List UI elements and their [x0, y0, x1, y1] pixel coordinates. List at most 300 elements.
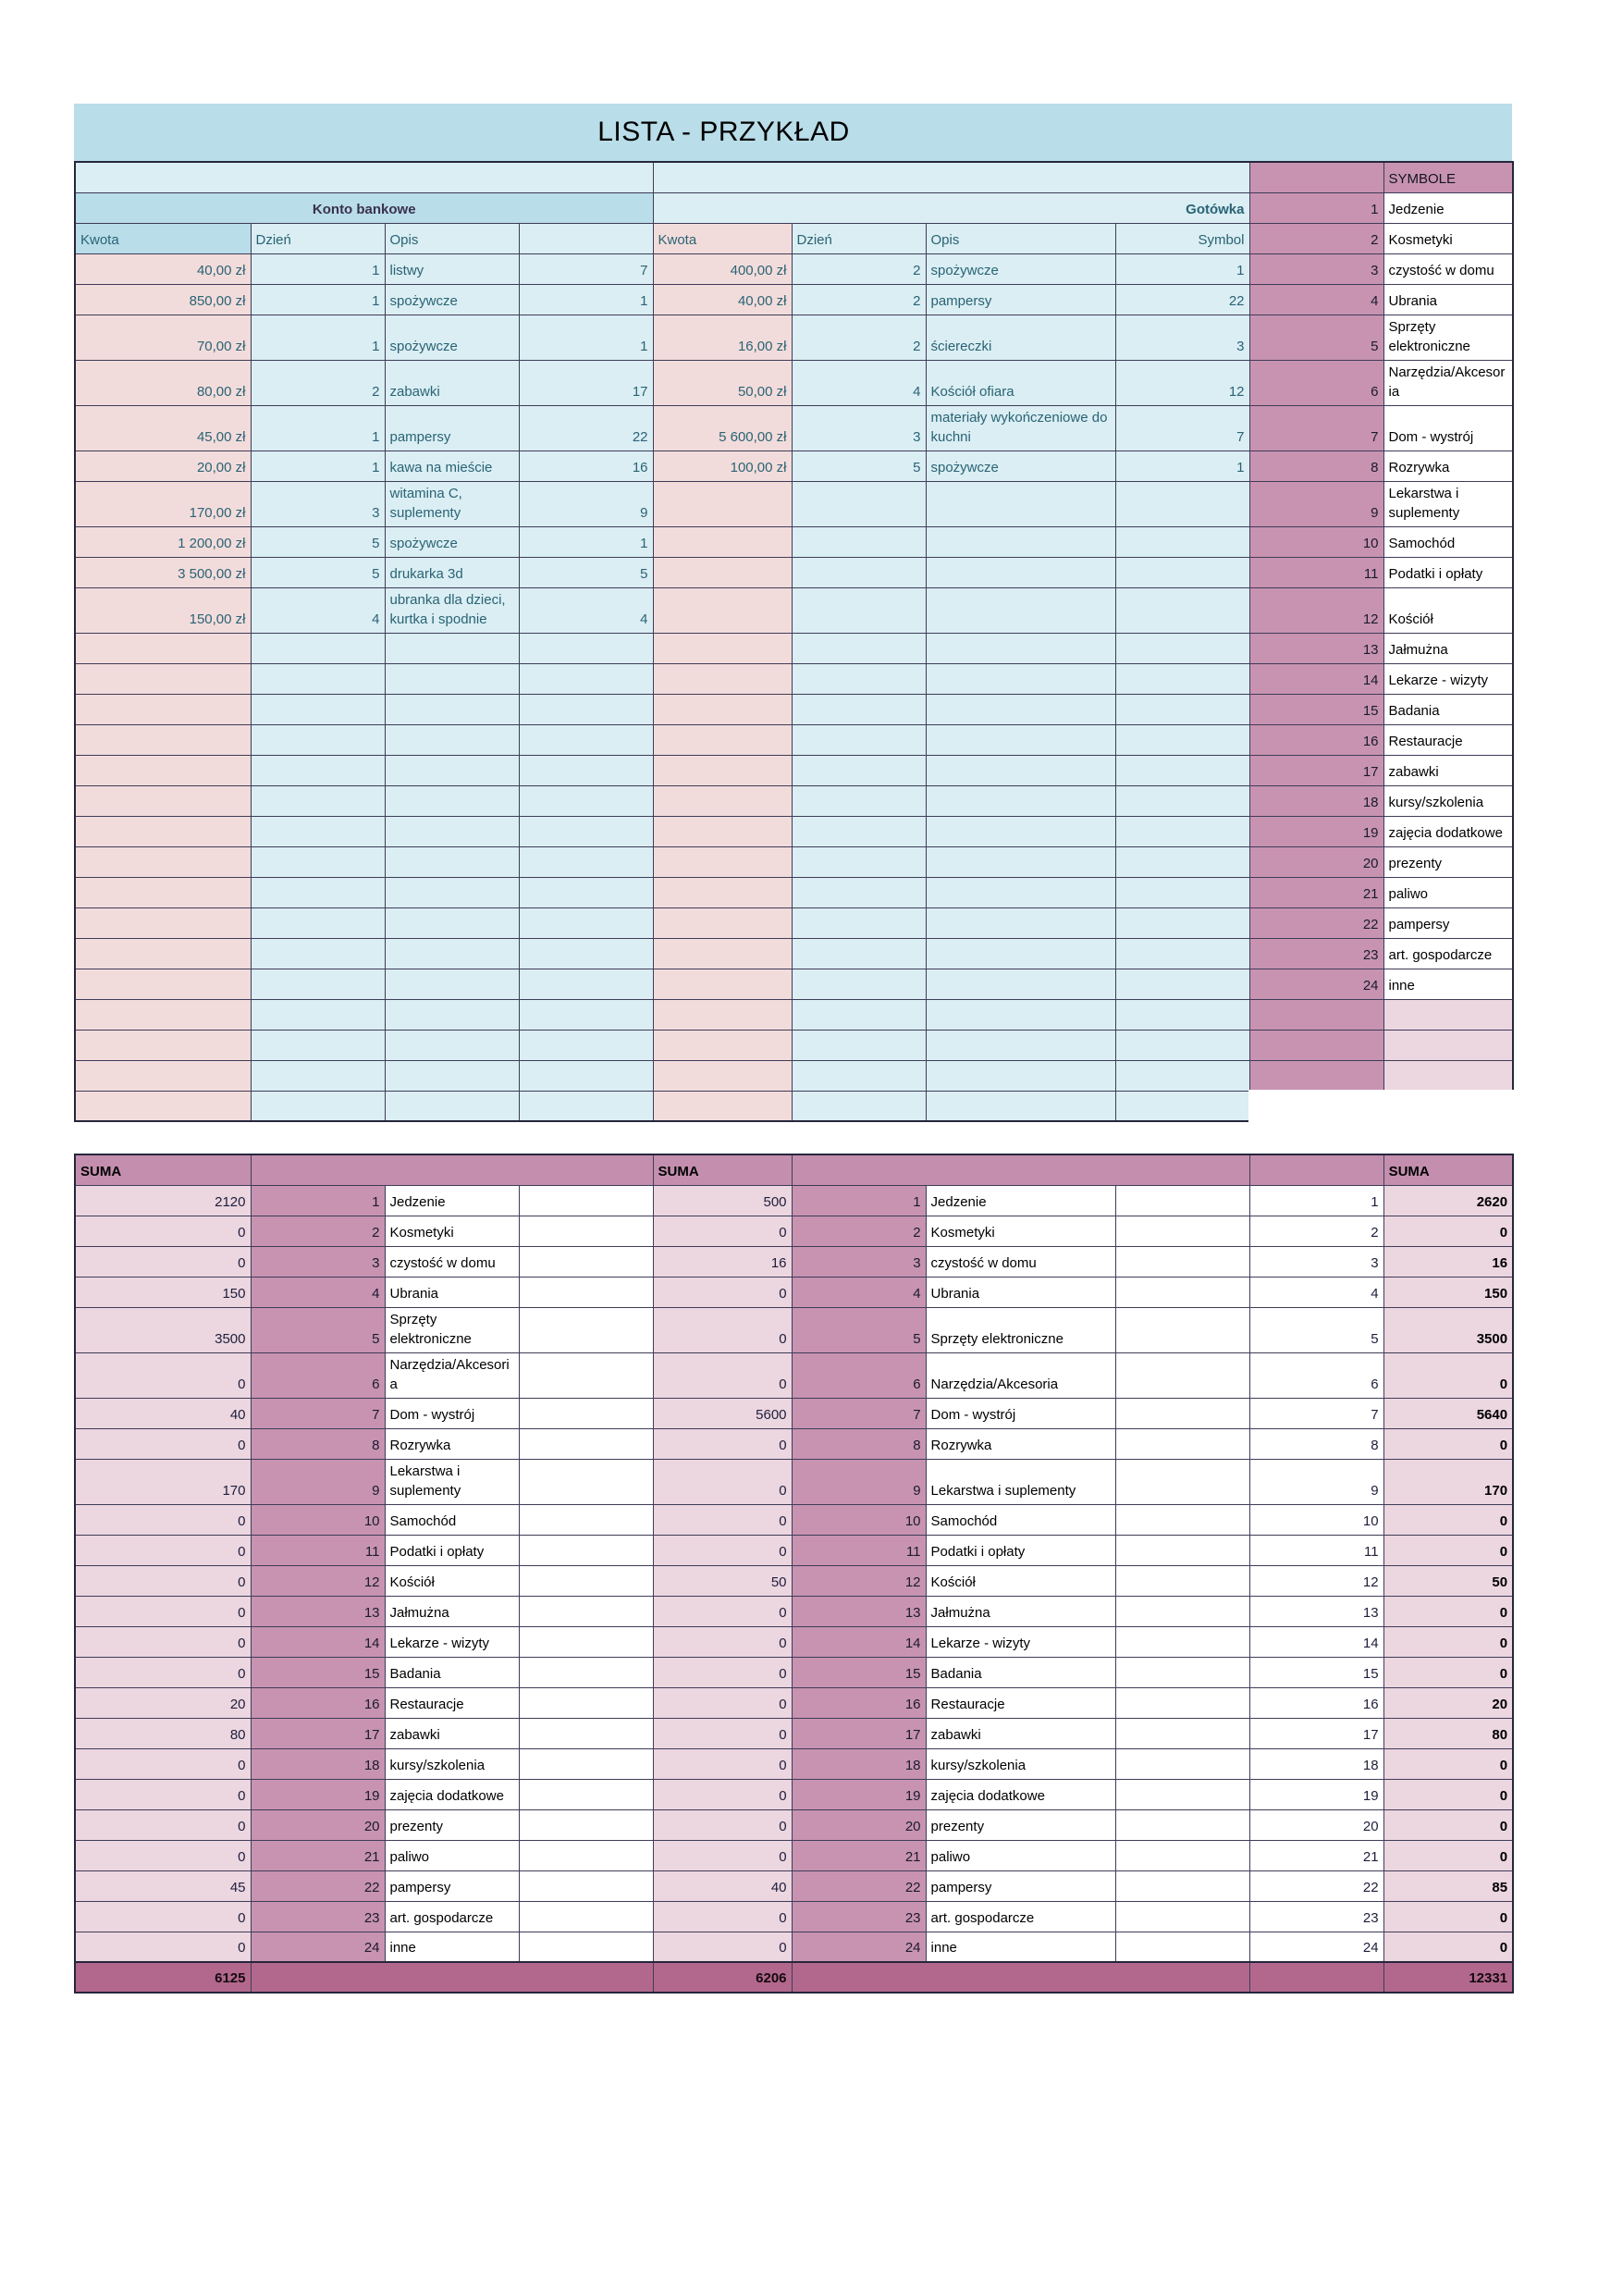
cell[interactable]: 5 — [251, 1307, 385, 1352]
cell[interactable] — [519, 877, 653, 907]
cell[interactable] — [653, 785, 792, 816]
cell[interactable]: 70,00 zł — [75, 315, 251, 360]
cell[interactable]: 2 — [792, 315, 926, 360]
cell[interactable]: 16 — [519, 451, 653, 481]
cell[interactable] — [653, 846, 792, 877]
cell[interactable] — [75, 999, 251, 1030]
cell[interactable]: 40,00 zł — [75, 253, 251, 284]
cell[interactable] — [519, 1748, 653, 1779]
cell[interactable] — [1115, 1748, 1249, 1779]
cell[interactable] — [1115, 1779, 1249, 1809]
cell[interactable]: 7 — [1249, 1398, 1383, 1428]
cell[interactable]: 50,00 zł — [653, 360, 792, 405]
cell[interactable]: ubranka dla dzieci, kurtka i spodnie — [385, 587, 519, 633]
cell[interactable]: Narzędzia/Akcesoria — [385, 1352, 519, 1398]
cell[interactable] — [1115, 557, 1249, 587]
cell[interactable]: 50 — [653, 1565, 792, 1596]
cell[interactable]: 5 — [792, 1307, 926, 1352]
cell[interactable] — [251, 724, 385, 755]
cell[interactable]: 3500 — [75, 1307, 251, 1352]
cell[interactable]: zabawki — [385, 1718, 519, 1748]
cell[interactable]: 17 — [251, 1718, 385, 1748]
cell[interactable] — [251, 633, 385, 663]
cell[interactable] — [926, 481, 1115, 526]
cell[interactable]: 0 — [75, 1596, 251, 1626]
total-cell[interactable] — [792, 1962, 1249, 1993]
cell[interactable] — [792, 755, 926, 785]
cell[interactable] — [1115, 1428, 1249, 1459]
cell[interactable]: 8 — [792, 1428, 926, 1459]
cell[interactable] — [385, 755, 519, 785]
cell[interactable]: 2 — [251, 360, 385, 405]
cell[interactable] — [653, 481, 792, 526]
cell[interactable]: 0 — [75, 1657, 251, 1687]
suma-header-cell[interactable] — [251, 1154, 653, 1185]
cell[interactable] — [1115, 526, 1249, 557]
cell[interactable]: 0 — [75, 1565, 251, 1596]
cell[interactable]: 20 — [251, 1809, 385, 1840]
konto-bankowe-header[interactable]: Konto bankowe — [75, 192, 653, 223]
cell[interactable] — [792, 557, 926, 587]
cell[interactable] — [519, 724, 653, 755]
cell[interactable] — [519, 1596, 653, 1626]
cell[interactable]: 0 — [75, 1748, 251, 1779]
cell[interactable] — [251, 938, 385, 969]
cell[interactable] — [519, 663, 653, 694]
cell[interactable] — [75, 633, 251, 663]
cell[interactable]: 40 — [75, 1398, 251, 1428]
cell[interactable]: 0 — [75, 1840, 251, 1870]
cell[interactable]: Jedzenie — [926, 1185, 1115, 1216]
cell[interactable] — [1115, 1459, 1249, 1504]
cell[interactable] — [385, 907, 519, 938]
cell[interactable]: kursy/szkolenia — [385, 1748, 519, 1779]
cell[interactable]: kursy/szkolenia — [1383, 785, 1513, 816]
cell[interactable] — [1115, 1030, 1249, 1060]
cell[interactable]: 0 — [653, 1779, 792, 1809]
cell[interactable] — [385, 663, 519, 694]
cell[interactable] — [385, 877, 519, 907]
cell[interactable] — [653, 557, 792, 587]
cell[interactable]: 40 — [653, 1870, 792, 1901]
cell[interactable] — [1115, 481, 1249, 526]
cell[interactable]: 5 — [251, 526, 385, 557]
cell[interactable]: 0 — [75, 1901, 251, 1932]
cell[interactable] — [519, 785, 653, 816]
cell[interactable] — [926, 1030, 1115, 1060]
cell[interactable]: Dom - wystrój — [385, 1398, 519, 1428]
cell[interactable]: 0 — [75, 1809, 251, 1840]
cell[interactable]: 150,00 zł — [75, 587, 251, 633]
cell[interactable]: 0 — [653, 1459, 792, 1504]
cell[interactable] — [251, 846, 385, 877]
cell[interactable] — [519, 1809, 653, 1840]
cell[interactable]: 3 — [1249, 253, 1383, 284]
cell[interactable]: Kosmetyki — [385, 1216, 519, 1246]
cell[interactable]: 11 — [251, 1535, 385, 1565]
cell[interactable]: 17 — [519, 360, 653, 405]
cell[interactable]: Sprzęty elektroniczne — [926, 1307, 1115, 1352]
bank-spacer-cell[interactable] — [75, 162, 653, 192]
cell[interactable]: 18 — [1249, 1748, 1383, 1779]
cell[interactable]: 9 — [792, 1459, 926, 1504]
cell[interactable]: ściereczki — [926, 315, 1115, 360]
cell[interactable]: 15 — [1249, 1657, 1383, 1687]
cell[interactable] — [1115, 1307, 1249, 1352]
total-cell[interactable] — [1249, 1962, 1383, 1993]
cell[interactable]: Kościół — [926, 1565, 1115, 1596]
cell[interactable]: 3 — [792, 405, 926, 451]
cell[interactable]: Restauracje — [926, 1687, 1115, 1718]
total-cash[interactable]: 6206 — [653, 1962, 792, 1993]
cell[interactable]: 11 — [792, 1535, 926, 1565]
cell[interactable]: 0 — [653, 1307, 792, 1352]
cell[interactable]: 0 — [75, 1216, 251, 1246]
cell[interactable]: 3500 — [1383, 1307, 1513, 1352]
cell[interactable]: zajęcia dodatkowe — [926, 1779, 1115, 1809]
cell[interactable]: art. gospodarcze — [385, 1901, 519, 1932]
cell[interactable]: 0 — [1383, 1901, 1513, 1932]
cell[interactable]: 0 — [1383, 1535, 1513, 1565]
cell[interactable]: prezenty — [1383, 846, 1513, 877]
symbole-name[interactable]: Kosmetyki — [1383, 223, 1513, 253]
cell[interactable]: prezenty — [385, 1809, 519, 1840]
suma-header-cell[interactable] — [792, 1154, 1249, 1185]
cell[interactable]: 20 — [1249, 846, 1383, 877]
cell[interactable] — [385, 938, 519, 969]
cell[interactable] — [926, 816, 1115, 846]
cell[interactable]: 4 — [519, 587, 653, 633]
cell[interactable]: 0 — [1383, 1779, 1513, 1809]
cell[interactable] — [1115, 938, 1249, 969]
cell[interactable]: 0 — [1383, 1932, 1513, 1962]
cell[interactable] — [1115, 907, 1249, 938]
cell[interactable] — [75, 846, 251, 877]
cell[interactable]: paliwo — [926, 1840, 1115, 1870]
cell[interactable]: 0 — [75, 1352, 251, 1398]
cell[interactable]: Narzędzia/Akcesoria — [926, 1352, 1115, 1398]
cell[interactable] — [75, 1060, 251, 1091]
cell[interactable]: Lekarze - wizyty — [926, 1626, 1115, 1657]
cell[interactable]: 1 — [251, 451, 385, 481]
cell[interactable]: Badania — [926, 1657, 1115, 1687]
cell[interactable]: Sprzęty elektroniczne — [385, 1307, 519, 1352]
cell[interactable] — [1115, 1687, 1249, 1718]
cell[interactable] — [1115, 724, 1249, 755]
cell[interactable] — [1115, 846, 1249, 877]
cell[interactable]: prezenty — [926, 1809, 1115, 1840]
cell[interactable]: listwy — [385, 253, 519, 284]
cell[interactable]: 170 — [75, 1459, 251, 1504]
cell[interactable]: Dom - wystrój — [1383, 405, 1513, 451]
cell[interactable] — [75, 938, 251, 969]
cell[interactable] — [519, 1216, 653, 1246]
symbole-num[interactable]: 2 — [1249, 223, 1383, 253]
cell[interactable] — [519, 1398, 653, 1428]
cell[interactable] — [653, 1060, 792, 1091]
cell[interactable]: 13 — [1249, 633, 1383, 663]
cell[interactable]: pampersy — [385, 1870, 519, 1901]
cell[interactable] — [385, 846, 519, 877]
cell[interactable] — [1249, 1030, 1383, 1060]
cell[interactable]: 2120 — [75, 1185, 251, 1216]
cell[interactable] — [792, 907, 926, 938]
cell[interactable]: 3 — [251, 481, 385, 526]
cell[interactable]: 0 — [653, 1809, 792, 1840]
cell[interactable]: 12 — [251, 1565, 385, 1596]
cell[interactable]: 22 — [792, 1870, 926, 1901]
total-cell[interactable] — [251, 1962, 653, 1993]
cell[interactable]: czystość w domu — [1383, 253, 1513, 284]
cell[interactable]: spożywcze — [385, 284, 519, 315]
cell[interactable] — [519, 1779, 653, 1809]
cell[interactable]: 18 — [792, 1748, 926, 1779]
cell[interactable]: 1 — [792, 1185, 926, 1216]
cell[interactable]: 10 — [1249, 1504, 1383, 1535]
cell[interactable]: 400,00 zł — [653, 253, 792, 284]
cell[interactable]: paliwo — [1383, 877, 1513, 907]
cell[interactable]: Lekarstwa i suplementy — [1383, 481, 1513, 526]
cell[interactable]: 23 — [1249, 938, 1383, 969]
cell[interactable]: 11 — [1249, 557, 1383, 587]
cell[interactable]: 8 — [1249, 451, 1383, 481]
cell[interactable] — [251, 1030, 385, 1060]
cell[interactable]: czystość w domu — [926, 1246, 1115, 1277]
cell[interactable]: 0 — [653, 1504, 792, 1535]
cash-dzien-header[interactable]: Dzień — [792, 223, 926, 253]
cell[interactable] — [385, 694, 519, 724]
cell[interactable] — [519, 694, 653, 724]
suma-cash-header[interactable]: SUMA — [653, 1154, 792, 1185]
cell[interactable]: spożywcze — [926, 253, 1115, 284]
cell[interactable]: 17 — [792, 1718, 926, 1748]
cell[interactable]: 3 500,00 zł — [75, 557, 251, 587]
cell[interactable]: 0 — [1383, 1809, 1513, 1840]
cell[interactable] — [75, 663, 251, 694]
cell[interactable]: 7 — [1115, 405, 1249, 451]
suma-bank-header[interactable]: SUMA — [75, 1154, 251, 1185]
cell[interactable]: inne — [926, 1932, 1115, 1962]
cell[interactable] — [519, 1932, 653, 1962]
cell[interactable]: kawa na mieście — [385, 451, 519, 481]
cell[interactable] — [653, 938, 792, 969]
cell[interactable]: 4 — [251, 1277, 385, 1307]
cell[interactable]: 150 — [75, 1277, 251, 1307]
cell[interactable] — [519, 1687, 653, 1718]
cell[interactable] — [519, 846, 653, 877]
cash-symbol-header[interactable]: Symbol — [1115, 223, 1249, 253]
cell[interactable]: 23 — [251, 1901, 385, 1932]
cell[interactable] — [792, 1030, 926, 1060]
cell[interactable]: 5 — [792, 451, 926, 481]
cell[interactable] — [1115, 999, 1249, 1030]
cell[interactable] — [385, 1060, 519, 1091]
cell[interactable] — [1115, 1565, 1249, 1596]
cell[interactable] — [926, 785, 1115, 816]
cell[interactable] — [1115, 663, 1249, 694]
cell[interactable]: Rozrywka — [1383, 451, 1513, 481]
cell[interactable] — [519, 1657, 653, 1687]
cell[interactable] — [792, 663, 926, 694]
cell[interactable] — [519, 1091, 653, 1121]
cell[interactable]: 15 — [1249, 694, 1383, 724]
cell[interactable] — [653, 907, 792, 938]
cell[interactable]: spożywcze — [926, 451, 1115, 481]
cell[interactable]: 22 — [1249, 907, 1383, 938]
cell[interactable]: 0 — [1383, 1596, 1513, 1626]
cell[interactable] — [653, 969, 792, 999]
cell[interactable] — [653, 587, 792, 633]
cell[interactable]: Narzędzia/Akcesoria — [1383, 360, 1513, 405]
cell[interactable]: 80 — [75, 1718, 251, 1748]
cell[interactable]: 16 — [251, 1687, 385, 1718]
cell[interactable]: 12 — [1249, 1565, 1383, 1596]
cell[interactable]: Restauracje — [1383, 724, 1513, 755]
cell[interactable] — [1115, 1840, 1249, 1870]
cell[interactable]: Sprzęty elektroniczne — [1383, 315, 1513, 360]
cell[interactable] — [519, 1901, 653, 1932]
cell[interactable]: Jałmużna — [1383, 633, 1513, 663]
cell[interactable] — [251, 1060, 385, 1091]
cell[interactable]: 0 — [653, 1687, 792, 1718]
cell[interactable]: 0 — [1383, 1428, 1513, 1459]
cell[interactable]: zabawki — [385, 360, 519, 405]
cell[interactable] — [1115, 1352, 1249, 1398]
cell[interactable] — [1115, 877, 1249, 907]
cell[interactable] — [251, 755, 385, 785]
cell[interactable]: Jałmużna — [385, 1596, 519, 1626]
cell[interactable]: 7 — [1249, 405, 1383, 451]
cell[interactable]: 21 — [792, 1840, 926, 1870]
cell[interactable] — [653, 1030, 792, 1060]
cell[interactable] — [1115, 1932, 1249, 1962]
cell[interactable] — [926, 526, 1115, 557]
cell[interactable] — [926, 969, 1115, 999]
cell[interactable]: 8 — [1249, 1428, 1383, 1459]
cell[interactable] — [653, 755, 792, 785]
cell[interactable] — [926, 663, 1115, 694]
cell[interactable]: 0 — [75, 1626, 251, 1657]
cell[interactable] — [1115, 1596, 1249, 1626]
cell[interactable]: 12 — [792, 1565, 926, 1596]
cell[interactable] — [519, 1352, 653, 1398]
cell[interactable] — [385, 1030, 519, 1060]
cell[interactable]: 12 — [1115, 360, 1249, 405]
cell[interactable] — [519, 1870, 653, 1901]
bank-symbol-header[interactable] — [519, 223, 653, 253]
symbole-name[interactable]: Jedzenie — [1383, 192, 1513, 223]
cell[interactable]: 80,00 zł — [75, 360, 251, 405]
cell[interactable]: zabawki — [1383, 755, 1513, 785]
cell[interactable]: 0 — [653, 1535, 792, 1565]
cell[interactable] — [1115, 1535, 1249, 1565]
cell[interactable]: 9 — [1249, 481, 1383, 526]
cell[interactable]: 20 — [1383, 1687, 1513, 1718]
cell[interactable]: 0 — [653, 1596, 792, 1626]
cell[interactable]: 50 — [1383, 1565, 1513, 1596]
cell[interactable] — [519, 907, 653, 938]
cell[interactable]: drukarka 3d — [385, 557, 519, 587]
cell[interactable]: 0 — [1383, 1216, 1513, 1246]
cell[interactable]: 7 — [251, 1398, 385, 1428]
cell[interactable]: 0 — [75, 1779, 251, 1809]
cell[interactable] — [792, 526, 926, 557]
cell[interactable]: 3 — [1115, 315, 1249, 360]
bank-kwota-header[interactable]: Kwota — [75, 223, 251, 253]
cell[interactable]: 16 — [1383, 1246, 1513, 1277]
cell[interactable]: 10 — [1249, 526, 1383, 557]
cell[interactable] — [519, 1428, 653, 1459]
cell[interactable]: 16 — [653, 1246, 792, 1277]
cell[interactable] — [519, 1565, 653, 1596]
symbole-header[interactable]: SYMBOLE — [1383, 162, 1513, 192]
cell[interactable]: Kościół ofiara — [926, 360, 1115, 405]
cell[interactable] — [792, 938, 926, 969]
cell[interactable]: czystość w domu — [385, 1246, 519, 1277]
cell[interactable] — [653, 877, 792, 907]
cell[interactable]: 170 — [1383, 1459, 1513, 1504]
cell[interactable]: 1 — [1115, 451, 1249, 481]
cell[interactable] — [519, 1504, 653, 1535]
cell[interactable] — [251, 816, 385, 846]
cell[interactable]: 2 — [792, 253, 926, 284]
cell[interactable]: 1 — [519, 315, 653, 360]
cell[interactable]: Badania — [1383, 694, 1513, 724]
cell[interactable]: 10 — [251, 1504, 385, 1535]
cell[interactable] — [75, 694, 251, 724]
cell[interactable]: 19 — [1249, 1779, 1383, 1809]
cell[interactable]: 100,00 zł — [653, 451, 792, 481]
cell[interactable]: 19 — [251, 1779, 385, 1809]
cell[interactable]: 5 — [1249, 1307, 1383, 1352]
cell[interactable]: zajęcia dodatkowe — [1383, 816, 1513, 846]
cell[interactable] — [653, 526, 792, 557]
cell[interactable]: 19 — [792, 1779, 926, 1809]
cell[interactable] — [1115, 816, 1249, 846]
cell[interactable]: zajęcia dodatkowe — [385, 1779, 519, 1809]
cell[interactable]: 5600 — [653, 1398, 792, 1428]
cell[interactable]: 45,00 zł — [75, 405, 251, 451]
cell[interactable]: 11 — [1249, 1535, 1383, 1565]
cell[interactable]: 1 — [519, 284, 653, 315]
cell[interactable] — [385, 724, 519, 755]
suma-total-header[interactable]: SUMA — [1383, 1154, 1513, 1185]
cell[interactable]: 3 — [792, 1246, 926, 1277]
cell[interactable]: 0 — [653, 1748, 792, 1779]
cell[interactable]: Kościół — [385, 1565, 519, 1596]
cell[interactable] — [1115, 1626, 1249, 1657]
cell[interactable]: 80 — [1383, 1718, 1513, 1748]
cell[interactable] — [519, 999, 653, 1030]
cell[interactable]: Rozrywka — [385, 1428, 519, 1459]
cash-kwota-header[interactable]: Kwota — [653, 223, 792, 253]
cell[interactable] — [1249, 999, 1383, 1030]
cell[interactable] — [653, 694, 792, 724]
cell[interactable] — [385, 969, 519, 999]
cell[interactable] — [926, 846, 1115, 877]
cell[interactable]: 20 — [792, 1809, 926, 1840]
cell[interactable]: witamina C, suplementy — [385, 481, 519, 526]
cell[interactable]: 6 — [792, 1352, 926, 1398]
cell[interactable]: 85 — [1383, 1870, 1513, 1901]
cell[interactable] — [926, 557, 1115, 587]
cell[interactable]: 16 — [792, 1687, 926, 1718]
cell[interactable]: spożywcze — [385, 315, 519, 360]
cell[interactable] — [519, 816, 653, 846]
cell[interactable] — [1249, 1091, 1383, 1121]
cell[interactable] — [251, 785, 385, 816]
cell[interactable] — [653, 816, 792, 846]
